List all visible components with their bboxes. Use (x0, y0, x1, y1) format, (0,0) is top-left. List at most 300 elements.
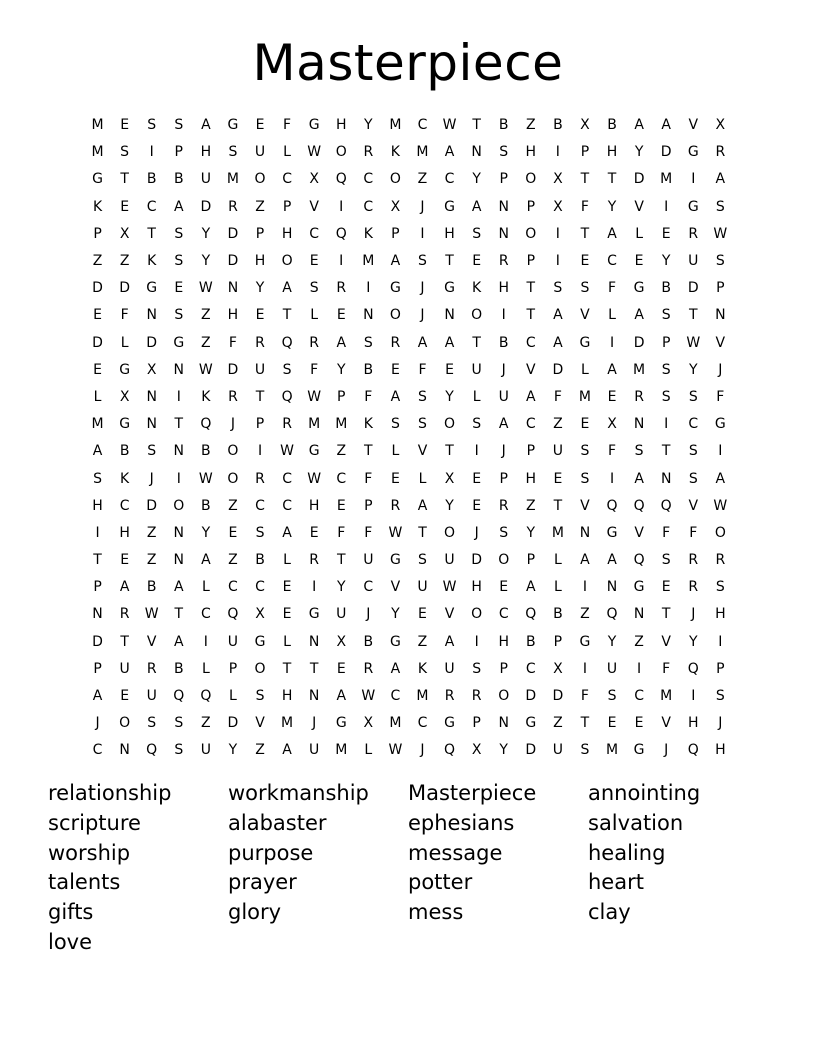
grid-letter: O (281, 253, 293, 270)
word-list-item: message (408, 840, 503, 865)
grid-letter: J (474, 524, 479, 541)
grid-letter: Z (201, 715, 211, 732)
grid-letter: S (255, 524, 265, 541)
grid-letter: G (308, 117, 320, 134)
grid-letter: G (389, 633, 401, 650)
grid-letter: E (472, 253, 482, 270)
grid-letter: V (688, 117, 699, 134)
grid-letter: Y (688, 633, 698, 650)
grid-letter: M (91, 117, 104, 134)
grid-letter: F (364, 470, 373, 487)
grid-letter: J (718, 715, 723, 732)
grid-letter: S (147, 117, 157, 134)
grid-letter: L (608, 307, 616, 324)
grid-letter: A (282, 524, 292, 541)
grid-letter: P (553, 633, 563, 650)
grid-letter: D (633, 171, 645, 188)
grid-letter: S (390, 416, 400, 433)
grid-letter: Y (255, 280, 265, 297)
grid-letter: E (472, 470, 482, 487)
grid-letter: X (363, 715, 374, 732)
grid-letter: N (173, 552, 185, 569)
grid-letter: Z (228, 552, 238, 569)
grid-letter: P (228, 660, 238, 677)
grid-letter: I (718, 443, 723, 460)
word-list-item: heart (588, 870, 644, 895)
grid-letter: Y (228, 742, 238, 759)
grid-letter: Z (525, 117, 536, 134)
grid-letter: M (335, 416, 348, 433)
grid-letter: M (389, 715, 402, 732)
grid-letter: I (176, 470, 181, 487)
grid-letter: R (228, 388, 238, 405)
grid-letter: U (552, 443, 563, 460)
grid-letter: B (146, 579, 157, 596)
grid-letter: L (472, 388, 481, 405)
grid-letter: I (609, 334, 615, 351)
grid-letter: Q (606, 606, 618, 623)
grid-letter: T (580, 225, 590, 242)
word-list-item: talents (48, 870, 121, 895)
grid-letter: L (635, 225, 643, 242)
grid-letter: M (578, 388, 591, 405)
grid-row (84, 166, 734, 193)
grid-letter: S (255, 688, 265, 705)
grid-letter: N (227, 280, 239, 297)
grid-letter: K (417, 660, 428, 677)
grid-letter: E (309, 524, 319, 541)
grid-letter: A (444, 334, 455, 351)
grid-letter: B (119, 443, 130, 460)
grid-letter: S (418, 253, 427, 270)
grid-letter: F (580, 198, 589, 215)
grid-letter: S (715, 688, 725, 705)
grid-letter: P (526, 443, 536, 460)
grid-letter: U (688, 253, 699, 270)
grid-letter: L (201, 660, 210, 677)
grid-letter: S (147, 715, 157, 732)
grid-row (84, 520, 734, 547)
grid-letter: G (444, 198, 455, 215)
grid-letter: L (418, 470, 427, 487)
grid-row (84, 465, 734, 492)
grid-row (84, 683, 734, 710)
grid-letter: Q (281, 388, 293, 405)
grid-letter: Y (336, 361, 346, 378)
grid-letter: Z (119, 253, 130, 270)
grid-letter: U (498, 388, 509, 405)
grid-letter: D (660, 144, 672, 161)
grid-letter: Z (255, 742, 265, 759)
grid-letter: Q (606, 497, 618, 514)
grid-letter: C (417, 715, 428, 732)
grid-letter: O (471, 606, 483, 623)
grid-letter: I (474, 443, 479, 460)
grid-letter: G (687, 198, 699, 215)
grid-letter: G (92, 171, 103, 188)
grid-letter: G (389, 280, 401, 297)
grid-letter: H (335, 117, 347, 134)
grid-letter: I (555, 253, 560, 270)
grid-letter: I (474, 633, 479, 650)
grid-letter: S (715, 579, 725, 596)
grid-letter: S (120, 144, 130, 161)
grid-letter: N (715, 307, 726, 324)
grid-letter: U (309, 742, 320, 759)
grid-letter: L (553, 579, 562, 596)
grid-letter: S (688, 443, 698, 460)
grid-letter: S (472, 660, 482, 677)
word-list (48, 778, 788, 957)
grid-letter: I (582, 579, 588, 596)
grid-letter: L (283, 144, 291, 161)
grid-letter: W (713, 225, 728, 242)
grid-letter: P (716, 660, 725, 677)
grid-letter: R (119, 606, 130, 623)
grid-letter: W (388, 524, 403, 541)
grid-letter: O (227, 470, 239, 487)
grid-letter: T (174, 416, 184, 433)
grid-letter: I (176, 388, 181, 405)
word-list-item: Masterpiece (408, 781, 537, 805)
grid-row (84, 438, 734, 465)
grid-letter: N (308, 688, 320, 705)
grid-row (84, 601, 734, 628)
grid-letter: C (255, 497, 265, 514)
grid-letter: N (146, 416, 157, 433)
grid-letter: M (551, 524, 564, 541)
grid-letter: O (119, 715, 131, 732)
grid-row (84, 493, 734, 520)
grid-letter: H (92, 497, 103, 514)
grid-letter: D (92, 280, 103, 297)
grid-letter: J (664, 742, 669, 759)
grid-letter: S (499, 524, 509, 541)
grid-letter: P (255, 225, 265, 242)
grid-letter: W (307, 388, 322, 405)
grid-letter: N (173, 443, 185, 460)
grid-letter: C (200, 606, 211, 623)
grid-row (84, 411, 734, 438)
grid-letter: B (146, 171, 157, 188)
grid-letter: C (444, 171, 455, 188)
grid-letter: V (309, 198, 319, 215)
grid-letter: C (390, 688, 401, 705)
grid-row (84, 330, 734, 357)
grid-letter: C (255, 579, 265, 596)
grid-letter: V (688, 497, 699, 514)
grid-letter: F (662, 660, 671, 677)
grid-letter: C (607, 253, 617, 270)
grid-letter: S (174, 307, 184, 324)
grid-letter: Y (336, 579, 346, 596)
grid-letter: H (715, 606, 726, 623)
grid-letter: Y (391, 606, 400, 623)
word-list-item: relationship (48, 781, 172, 805)
grid-letter: O (471, 307, 483, 324)
grid-letter: H (227, 307, 239, 324)
grid-letter: Q (200, 416, 212, 433)
grid-letter: M (91, 416, 104, 433)
grid-letter: R (282, 416, 292, 433)
grid-letter: C (363, 171, 374, 188)
grid-letter: E (120, 117, 130, 134)
grid-letter: B (498, 117, 509, 134)
grid-letter: R (634, 388, 644, 405)
grid-letter: I (203, 633, 208, 650)
grid-letter: O (444, 524, 456, 541)
grid-letter: Y (445, 388, 454, 405)
grid-letter: F (580, 688, 589, 705)
grid-letter: X (553, 198, 563, 215)
grid-letter: P (93, 225, 102, 242)
grid-letter: M (281, 715, 294, 732)
grid-letter: E (228, 524, 238, 541)
grid-letter: Q (200, 688, 212, 705)
grid-letter: E (93, 307, 102, 324)
grid-letter: Z (201, 334, 211, 351)
word-list-item: gifts (48, 900, 94, 925)
grid-row (84, 574, 734, 601)
grid-letter: G (687, 144, 699, 161)
grid-letter: S (228, 144, 238, 161)
grid-letter: L (364, 742, 373, 759)
grid-letter: W (388, 742, 403, 759)
grid-letter: M (660, 171, 673, 188)
grid-letter: U (227, 633, 239, 650)
grid-letter: X (553, 660, 563, 677)
grid-letter: C (363, 198, 374, 215)
grid-letter: D (227, 253, 239, 270)
grid-letter: F (364, 524, 373, 541)
grid-letter: Q (281, 334, 293, 351)
grid-letter: I (609, 470, 615, 487)
grid-letter: E (445, 361, 454, 378)
grid-letter: X (309, 171, 319, 188)
grid-letter: S (174, 253, 184, 270)
grid-letter: O (335, 144, 347, 161)
grid-letter: F (553, 388, 562, 405)
grid-letter: T (120, 171, 129, 188)
grid-letter: T (336, 552, 346, 569)
grid-letter: V (634, 524, 644, 541)
grid-letter: P (174, 144, 183, 161)
grid-letter: J (95, 715, 100, 732)
grid-letter: E (634, 715, 644, 732)
grid-letter: A (173, 633, 184, 650)
grid-letter: G (308, 606, 320, 623)
grid-letter: R (715, 552, 726, 569)
grid-letter: J (718, 361, 723, 378)
grid-letter: K (201, 388, 211, 405)
grid-letter: E (472, 497, 482, 514)
grid-letter: W (144, 606, 159, 623)
grid-letter: J (420, 280, 425, 297)
grid-letter: R (336, 280, 347, 297)
grid-letter: E (634, 253, 644, 270)
word-list-item: salvation (588, 810, 684, 835)
grid-letter: U (606, 660, 618, 677)
grid-letter: A (715, 470, 726, 487)
grid-letter: D (525, 742, 537, 759)
grid-letter: S (688, 470, 698, 487)
grid-letter: N (633, 416, 645, 433)
grid-letter: P (391, 225, 400, 242)
grid-letter: A (634, 307, 644, 324)
grid-letter: Q (633, 552, 645, 569)
grid-letter: D (227, 225, 239, 242)
grid-letter: G (444, 715, 455, 732)
grid-letter: X (119, 388, 130, 405)
grid-letter: S (418, 416, 427, 433)
grid-letter: P (255, 416, 265, 433)
grid-letter: X (146, 361, 157, 378)
grid-letter: U (254, 361, 266, 378)
grid-letter: G (119, 416, 131, 433)
grid-letter: O (525, 171, 537, 188)
grid-letter: E (336, 307, 346, 324)
word-list-item: worship (48, 840, 131, 865)
grid-letter: E (174, 280, 184, 297)
grid-letter: R (390, 334, 401, 351)
grid-letter: G (633, 579, 645, 596)
grid-letter: F (283, 117, 292, 134)
grid-letter: M (389, 117, 402, 134)
grid-letter: A (471, 198, 482, 215)
grid-letter: S (661, 552, 671, 569)
grid-letter: N (660, 470, 672, 487)
grid-letter: H (715, 742, 726, 759)
grid-letter: E (336, 660, 346, 677)
grid-letter: C (282, 497, 292, 514)
grid-letter: C (282, 171, 292, 188)
grid-letter: E (418, 606, 427, 623)
grid-letter: L (283, 552, 291, 569)
grid-letter: L (201, 579, 210, 596)
word-list-item: potter (408, 870, 473, 895)
grid-letter: X (607, 416, 617, 433)
grid-letter: D (146, 497, 158, 514)
grid-row (84, 194, 734, 221)
grid-letter: S (661, 307, 671, 324)
grid-letter: S (661, 361, 671, 378)
grid-letter: A (92, 443, 103, 460)
grid-letter: M (416, 688, 429, 705)
grid-letter: G (633, 742, 645, 759)
grid-letter: S (472, 225, 482, 242)
grid-letter: W (198, 280, 213, 297)
grid-letter: R (688, 552, 699, 569)
grid-letter: R (309, 552, 320, 569)
grid-letter: E (120, 552, 130, 569)
grid-letter: M (416, 144, 429, 161)
grid-letter: Q (687, 660, 699, 677)
grid-letter: M (226, 171, 239, 188)
grid-letter: P (337, 388, 346, 405)
grid-letter: S (688, 388, 698, 405)
grid-letter: J (691, 606, 696, 623)
grid-letter: A (607, 225, 617, 242)
grid-letter: N (498, 715, 509, 732)
grid-letter: C (119, 497, 130, 514)
grid-letter: E (390, 361, 400, 378)
grid-letter: J (312, 715, 317, 732)
grid-letter: X (255, 606, 265, 623)
grid-letter: H (254, 253, 266, 270)
grid-letter: L (310, 307, 319, 324)
grid-letter: S (418, 388, 427, 405)
grid-row (84, 221, 734, 248)
grid-letter: J (501, 361, 506, 378)
grid-letter: E (553, 470, 563, 487)
grid-letter: C (688, 416, 699, 433)
grid-letter: O (389, 171, 401, 188)
grid-letter: F (607, 280, 617, 297)
grid-letter: A (444, 633, 455, 650)
grid-letter: B (201, 443, 211, 460)
grid-letter: Q (444, 742, 456, 759)
word-list-item: purpose (228, 840, 314, 865)
grid-letter: R (688, 225, 699, 242)
grid-letter: U (417, 579, 428, 596)
grid-letter: Z (553, 715, 563, 732)
grid-row (84, 248, 734, 275)
grid-letter: Z (336, 443, 347, 460)
grid-letter: T (93, 552, 102, 569)
grid-letter: V (526, 361, 536, 378)
grid-letter: E (661, 579, 671, 596)
grid-letter: A (444, 144, 455, 161)
grid-letter: A (173, 198, 184, 215)
grid-letter: Z (580, 606, 590, 623)
grid-letter: D (92, 334, 103, 351)
grid-letter: W (442, 579, 457, 596)
grid-letter: A (417, 497, 428, 514)
grid-letter: I (718, 633, 723, 650)
grid-letter: T (445, 253, 454, 270)
grid-letter: J (501, 443, 506, 460)
grid-letter: S (309, 280, 319, 297)
grid-letter: A (201, 117, 211, 134)
grid-letter: D (119, 280, 130, 297)
grid-row (84, 384, 734, 411)
grid-letter: I (149, 144, 154, 161)
grid-letter: Q (227, 606, 239, 623)
grid-letter: A (119, 579, 130, 596)
grid-letter: T (688, 307, 698, 324)
grid-letter: G (714, 416, 726, 433)
grid-letter: P (93, 579, 102, 596)
grid-letter: R (471, 688, 482, 705)
grid-letter: E (580, 416, 590, 433)
grid-letter: N (471, 144, 482, 161)
grid-letter: C (363, 579, 374, 596)
grid-letter: I (691, 688, 696, 705)
grid-letter: N (633, 606, 645, 623)
grid-letter: T (553, 497, 563, 514)
grid-letter: W (442, 117, 457, 134)
grid-letter: S (580, 742, 590, 759)
grid-letter: I (420, 225, 425, 242)
grid-letter: E (255, 117, 265, 134)
grid-letter: E (309, 253, 319, 270)
grid-letter: U (363, 552, 374, 569)
grid-letter: T (120, 633, 129, 650)
grid-letter: I (312, 579, 317, 596)
grid-letter: Y (688, 361, 698, 378)
grid-letter: N (119, 742, 130, 759)
grid-letter: P (661, 334, 671, 351)
